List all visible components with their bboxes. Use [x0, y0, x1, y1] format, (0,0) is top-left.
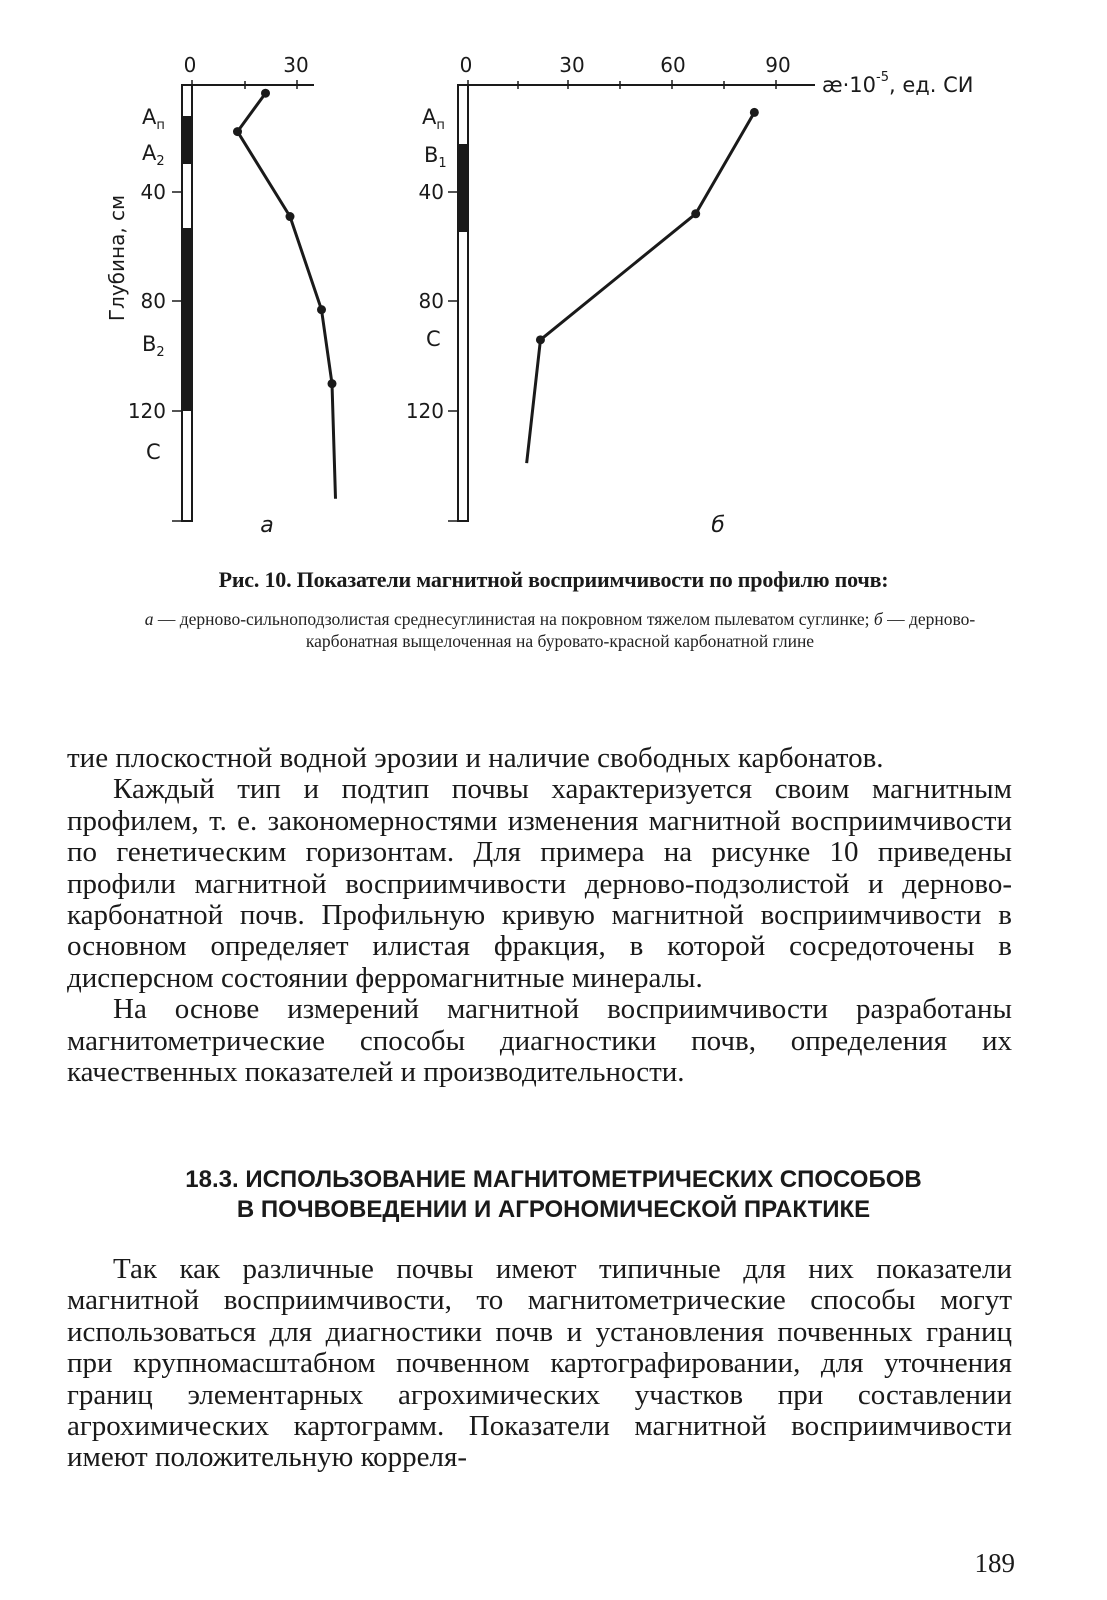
legend-text-a: — дерново-сильноподзолистая среднесуглинистая на покровном тяжелом пылеватом суглинке; [153, 609, 874, 629]
data-point-a-3 [317, 305, 326, 314]
horizon-label-b-B1: $B_1$ [424, 143, 447, 171]
soil-column-a-dark-2 [182, 228, 192, 411]
x-tick-label-b-90: 90 [765, 53, 791, 77]
legend-text-b: — дерново-карбонатная выщелоченная на буровато-красной карбонатной глине [305, 609, 976, 651]
panel-letter-a: а [260, 513, 274, 538]
data-point-a-2 [286, 212, 295, 221]
series-line-a [238, 93, 336, 499]
x-tick-label-b-30: 30 [559, 53, 585, 77]
x-tick-label-b-0: 0 [459, 53, 473, 77]
legend-letter-a: а [144, 609, 154, 629]
page-number: 189 [974, 1548, 1015, 1578]
section-heading [0, 1165, 1107, 1225]
paragraph: Так как различные почвы имеют типичные для них показатели магнитной восприимчивости, то магнитометрические способы могут использоваться для диагностики почв и установления почвенных границ при крупномасштабном почвенном картографировании, для уточнения границ элементарных агрохимических участков при составлении агрохимических картограмм. Показатели магнитной восприимчивости имеют положительную корреля- [67, 1253, 1012, 1474]
paragraph: Каждый тип и подтип почвы характеризуется своим магнитным профилем, т. е. закономерностями изменения магнитной восприимчивости по генетическим горизонтам. Для примера на рисунке 10 приведены профили магнитной восприимчивости дерново-подзолистой и дерново-карбонатной почв. Профильную кривую магнитной восприимчивости в основном определяет илистая фракция, в которой сосредоточены в дисперсном состоянии ферромагнитные минералы. [67, 773, 1012, 994]
y-tick-label-b-80: 80 [418, 289, 444, 313]
panel-b [406, 53, 974, 538]
figure-magnetic-susceptibility [0, 0, 1107, 560]
x-tick-label-b-60: 60 [660, 53, 686, 77]
section-body-text [67, 1254, 1012, 1474]
figure-caption-legend [110, 608, 1010, 652]
figure-caption-title: Рис. 10. Показатели магнитной восприимчивости по профилю почв: [218, 567, 889, 592]
y-tick-label-a-40: 40 [140, 180, 166, 204]
horizon-label-a-C: C [146, 440, 161, 464]
horizon-label-b-C: C [426, 327, 441, 351]
soil-column-a-dark-1 [182, 116, 192, 164]
panel-letter-b: б [711, 513, 725, 538]
paragraph: На основе измерений магнитной восприимчивости разработаны магнитометрические способы диагностики почв, определения их качественных показателей и производительности. [67, 993, 1012, 1089]
horizon-label-b-An: $A_п$ [422, 105, 445, 133]
y-tick-label-a-80: 80 [140, 289, 166, 313]
horizon-label-a-B2: $B_2$ [142, 332, 165, 360]
data-point-a-1 [233, 127, 242, 136]
series-line-b [527, 112, 755, 463]
y-tick-label-b-120: 120 [405, 399, 444, 423]
paragraph-continuation: тие плоскостной водной эрозии и наличие свободных карбонатов. [67, 742, 884, 774]
x-axis-unit-label: $æ\cdot 10^{-5}$, ед. СИ [822, 70, 974, 97]
y-tick-label-a-120: 120 [127, 399, 166, 423]
y-tick-label-b-40: 40 [418, 180, 444, 204]
y-axis-label: Глубина, см [105, 194, 129, 322]
data-points-a [233, 89, 337, 388]
soil-column-b-dark [458, 144, 468, 232]
horizon-label-a-An: $A_п$ [142, 105, 165, 133]
section-heading-line-1: 18.3. ИСПОЛЬЗОВАНИЕ МАГНИТОМЕТРИЧЕСКИХ СПОСОБОВ [185, 1166, 922, 1193]
section-heading-line-2: В ПОЧВОВЕДЕНИИ И АГРОНОМИЧЕСКОЙ ПРАКТИКЕ [236, 1196, 871, 1223]
data-point-b-2 [536, 335, 545, 344]
data-points-b [536, 108, 759, 344]
data-point-b-1 [691, 209, 700, 218]
x-tick-label-a-30: 30 [283, 53, 309, 77]
data-point-a-0 [261, 89, 270, 98]
legend-letter-b: б [873, 609, 883, 629]
panel-a [128, 53, 337, 538]
data-point-b-0 [750, 108, 759, 117]
x-tick-label-a-0: 0 [183, 53, 197, 77]
horizon-label-a-A2: $A_2$ [142, 141, 165, 169]
data-point-a-4 [328, 379, 337, 388]
body-text-block [67, 743, 1012, 1088]
